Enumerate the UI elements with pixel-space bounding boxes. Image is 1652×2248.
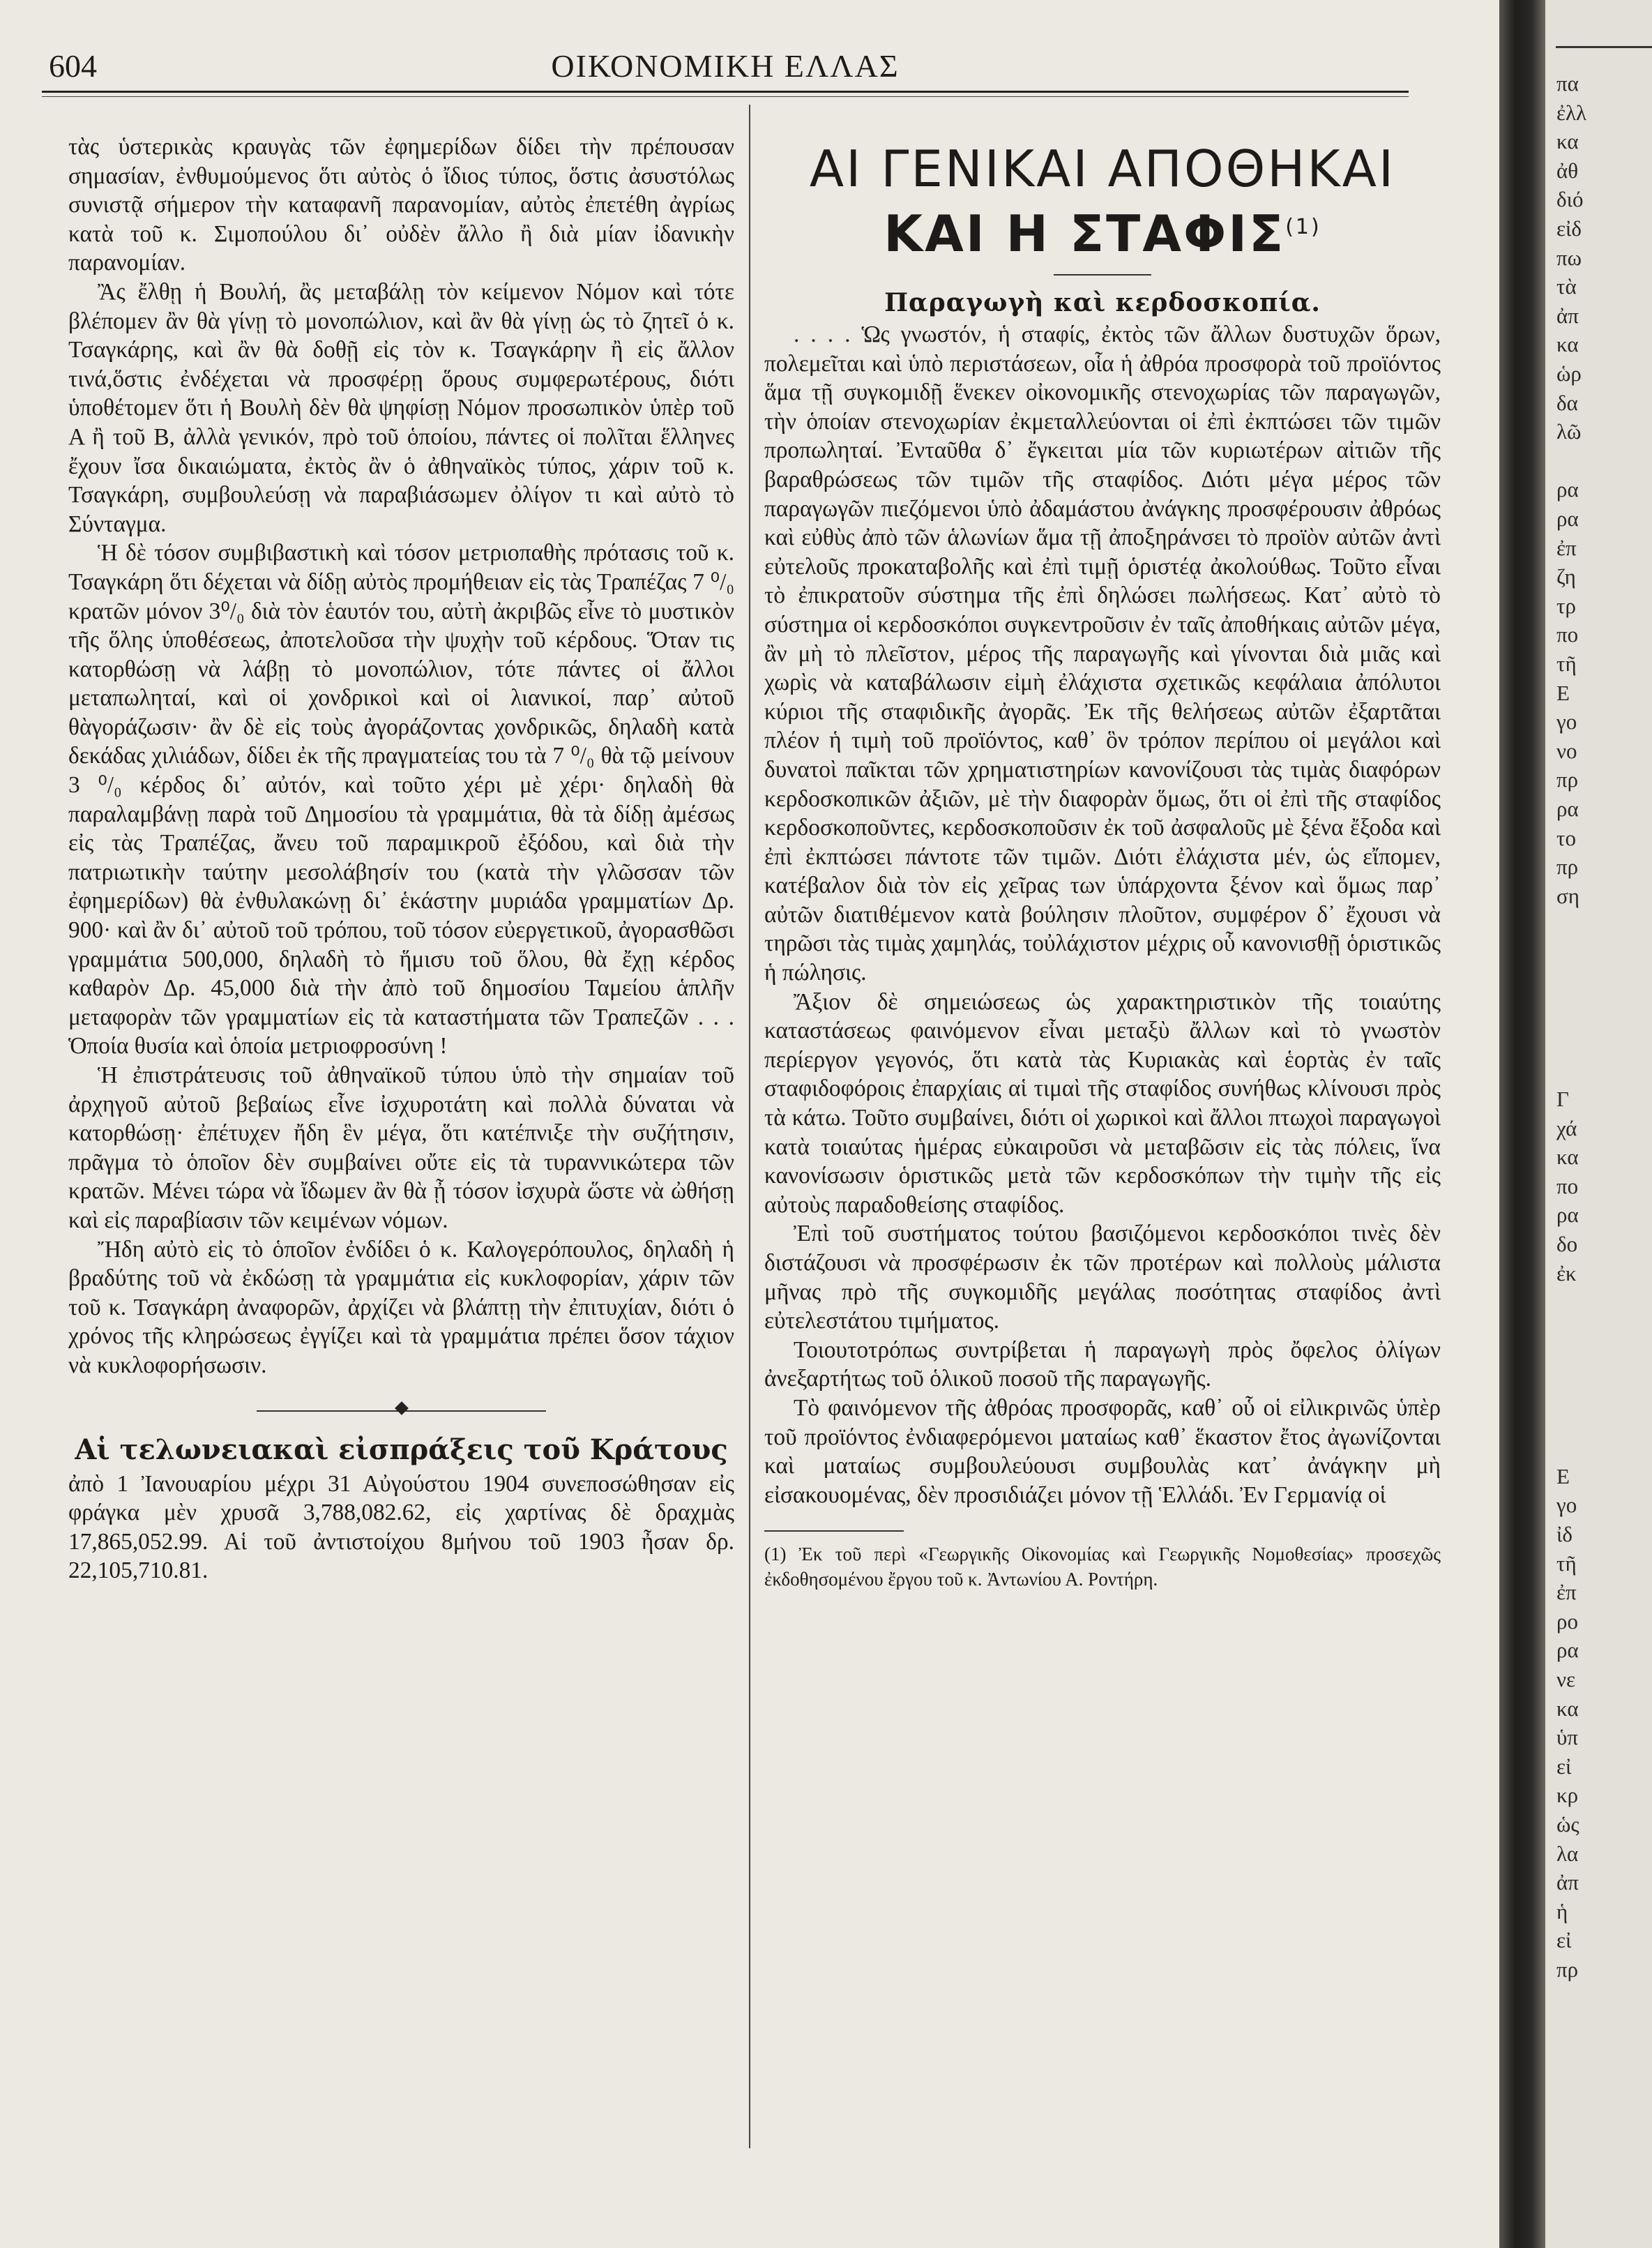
left-paragraph: τὰς ὑστερικὰς κραυγὰς τῶν ἐφημερίδων δίδει τὴν πρέπουσαν σημασίαν, ἐνθυμούμενος ὅτι αὐτὸς ὁ ἴδιος τύπος, ὅστις ἀσυστόλως συνιστᾷ σήμερον τὴν καταφανῆ παρανομίαν, αὐτὸς ἐπετέθη ἀγρίως κατὰ τοῦ κ. Σιμοπούλου δι᾿ οὐδὲν ἄλλο ἢ διὰ μίαν ἰδανικὴν παρανομίαν. <box>68 134 734 276</box>
adjacent-page-fragment: ρα <box>1556 477 1579 502</box>
adjacent-page-fragment: κρ <box>1556 1783 1579 1808</box>
footnote: (1) Ἐκ τοῦ περὶ «Γεωργικῆς Οἰκονομίας καὶ Γεωργικῆς Νομοθεσίας» προσεχῶς ἐκδοθησομένου ἔργου τοῦ κ. Ἀντωνίου Α. Ροντήρη. <box>764 1544 1441 1590</box>
header-rule-thin <box>42 96 1409 97</box>
footnote-rule <box>764 1530 904 1532</box>
adjacent-page-fragment: κα <box>1556 1145 1579 1170</box>
adjacent-page-fragment: νο <box>1556 738 1577 763</box>
adjacent-page-fragment: ἐπ <box>1556 535 1577 560</box>
right-paragraph: Τοιουτοτρόπως συντρίβεται ἡ παραγωγὴ πρὸς ὄφελος ὀλίγων ἀνεξαρτήτως τοῦ ὁλικοῦ ποσοῦ τῆς παραγωγῆς. <box>764 1336 1441 1392</box>
article-title-line1: ΑΙ ΓΕΝΙΚΑΙ ΑΠΟΘΗΚΑΙ <box>809 139 1396 198</box>
article-title-line2 <box>764 198 1441 263</box>
adjacent-page-fragment: ἐλλ <box>1556 100 1587 125</box>
adjacent-page-fragment: κα <box>1556 1696 1579 1721</box>
customs-section-heading: Αἱ τελωνειακαὶ εἰσπράξεις τοῦ Κράτους <box>75 1433 728 1466</box>
adjacent-page-fragment: ἡ <box>1556 1899 1568 1924</box>
adjacent-page-fragment: εἰ <box>1556 1928 1572 1953</box>
adjacent-page-fragment: τὰ <box>1556 274 1577 299</box>
adjacent-page-fragment: δο <box>1556 1232 1578 1256</box>
adjacent-page-edge <box>1545 0 1652 2248</box>
ornament-diamond <box>395 1401 409 1415</box>
adjacent-page-fragment: Γ <box>1556 1087 1569 1111</box>
left-paragraph: Ἤδη αὐτὸ εἰς τὸ ὁποῖον ἐνδίδει ὁ κ. Καλογερόπουλος, δηλαδὴ ἡ βραδύτης τοῦ νὰ ἐκδώσῃ τὰ γραμμάτια εἰς κυκλοφορίαν, χάριν τῶν τοῦ κ. Τσαγκάρη ἀναφορῶν, ἀρχίζει νὰ βλάπτῃ τὴν ἐπιτυχίαν, διότι ὁ χρόνος τῆς κληρώσεως ἐγγίζει καὶ τὰ γραμμάτια πρέπει ὅσον τάχιον νὰ κυκλοφορήσωσιν. <box>68 1236 734 1378</box>
running-title: ΟΙΚΟΝΟΜΙΚΗ ΕΛΛΑΣ <box>551 48 900 84</box>
adjacent-page-fragment: λα <box>1556 1841 1579 1866</box>
adjacent-page-fragment: διό <box>1556 187 1584 212</box>
adjacent-page-fragment: ρα <box>1556 1638 1579 1663</box>
adjacent-page-fragment: ἀπ <box>1556 1870 1579 1895</box>
column-divider <box>749 105 750 2148</box>
section-ornament <box>68 1397 734 1425</box>
left-paragraph: Ἡ δὲ τόσον συμβιβαστικὴ καὶ τόσον μετριοπαθὴς πρότασις τοῦ κ. Τσαγκάρη ὅτι δέχεται νὰ δίδῃ αὐτὸς προμήθειαν εἰς τὰς Τραπέζας 7 ⁰/₀ κρατῶν μόνον 3⁰/₀ διὰ τὸν ἑαυτόν του, αὐτὴ ἀκριβῶς εἶνε τὸ μυστικὸν τῆς ὅλης ὑποθέσεως, ἀποτελοῦσα τὴν ψυχὴν τοῦ κέρδους. Ὅταν τις κατορθώσῃ νὰ λάβῃ τὸ μονοπώλιον, τότε πάντες οἱ ἄλλοι μεταπωληταί, καὶ οἱ χονδρικοὶ καὶ οἱ λιανικοί, παρ᾿ αὐτοῦ θὰγοράζωσιν· ἂν δὲ εἰς τοὺς ἀγοράζοντας χονδρικῶς, δηλαδὴ κατὰ δεκάδας χιλιάδων, δίδει ἐκ τῆς πραγματείας του τὰ 7 ⁰/₀ θὰ τῷ μείνουν 3 ⁰/₀ κέρδος δι᾿ αὐτόν, καὶ τοῦτο χέρι μὲ χέρι· δηλαδὴ θὰ παραλαμβάνῃ παρὰ τοῦ Δημοσίου τὰ γραμμάτια, θὰ τὰ δίδῃ ἀμέσως εἰς τὰς Τραπέζας, ἄνευ τοῦ παραμικροῦ ἐξόδου, καὶ διὰ τὴν πατριωτικὴν ταύτην μεσολάβησίν του (κατὰ τὴν γλῶσσαν τῶν ἐφημερίδων) θὰ ἐνθυλακώνῃ δι᾿ ἑκάστην μυριάδα γραμματίων Δρ. 900· καὶ ἂν δι᾿ αὐτοῦ τοῦ τρόπου, τοῦ τόσον εὐεργετικοῦ, ἀγορασθῶσι γραμμάτια 500,000, δηλαδὴ τὸ ἥμισυ τοῦ ὅλου, θὰ ἔχῃ κέρδος καθαρὸν Δρ. 45,000 διὰ τὴν ἀπὸ τοῦ δημοσίου Ταμείου ἁπλῆν μεταφορὰν τῶν γραμματίων εἰς τὰ καταστήματα τῶν Τραπεζῶν . . . Ὁποία θυσία καὶ ὁποία μετριοφροσύνη ! <box>68 540 734 1059</box>
adjacent-page-fragment: ρα <box>1556 797 1579 821</box>
adjacent-page-fragment: ρα <box>1556 1202 1579 1228</box>
adjacent-page-fragment: Ε <box>1556 680 1570 705</box>
page-number: 604 <box>49 48 97 84</box>
adjacent-page-fragment: ζη <box>1556 564 1576 589</box>
adjacent-page-fragment: ρα <box>1556 506 1579 531</box>
right-paragraph: . . . . Ὡς γνωστόν, ἡ σταφίς, ἐκτὸς τῶν ἄλλων δυστυχῶν ὅρων, πολεμεῖται καὶ ὑπὸ περιστάσεων, οἷα ἡ ἀθρόα προσφορὰ τοῦ προϊόντος ἅμα τῇ συγκομιδῇ ἕνεκεν οἰκονομικῆς στενοχωρίας τῶν παραγωγῶν, τὴν ὁποίαν στενοχωρίαν ἐκμεταλλεύονται οἱ ἐπὶ ἐκπτώσει τῶν τιμῶν προπωληταί. Ἐνταῦθα δ᾿ ἔγκειται μία τῶν κυριωτέρων αἰτιῶν τῆς βαραθρώσεως τῶν τιμῶν τῆς σταφίδος. Διότι μέγα μέρος τῶν παραγωγῶν πιεζόμενοι ὑπὸ ἀδαμάστου ἀνάγκης προσφέρουσιν ἀθρόως καὶ εὐθὺς ἀπὸ τῶν ἁλωνίων ἅμα τῇ ἀποξηράνσει τὸ προϊὸν αὐτῶν ἀντὶ εὐτελοῦς προκαταβολῆς καὶ ἐπὶ τιμῇ ὁριστέᾳ ἀκολούθως. Τοῦτο εἶναι τὸ ἐπικρατοῦν σύστημα τῆς ἐπὶ δηλώσει πωλήσεως. Κατ᾿ αὐτὸ τὸ σύστημα οἱ κερδοσκόποι συγκεντροῦσιν ἐν ταῖς ἀποθήκαις αὐτῶν μέγα, ἂν μὴ τὸ πλεῖστον, μέρος τῆς παραγωγῆς καὶ γίνονται διὰ μιᾶς καὶ χωρὶς νὰ καταβάλωσιν εἰμὴ ἐλάχιστα σχετικῶς κεφάλαια ἀπόλυτοι κύριοι τῆς σταφιδικῆς ἀγορᾶς. Ἐκ τῆς θελήσεως αὐτῶν ἐξαρτᾶται πλέον ἡ τιμὴ τοῦ προϊόντος, καθ᾿ ὃν τρόπον περίπου οἱ μεγάλοι καὶ δυνατοὶ παῖκται τῶν χρηματιστηρίων κανονίζουσι τὰς τιμὰς διαφόρων κερδοσκοπικῶν ἀξιῶν, μὲ τὴν διαφορὰν ὅμως, ὅτι οἱ ἐπὶ τῆς σταφίδος κερδοσκοποῦντες, κερδοσκοποῦσιν ἐκ τοῦ ἀσφαλοῦς μὲ ξένα ἔξοδα καὶ ἐπὶ ἐκπτώσει πάντοτε τῶν τιμῶν. Διότι ἐλάχιστα μέν, ὡς εἴπομεν, κατέβαλον διὰ τὸν εἰς χεῖρας των ὑπάρχοντα ξένον καὶ ὅμως παρ᾿ αὐτῶν διατιθέμενον κατὰ βούλησιν πλοῦτον, συμφέρον δ᾿ ἔχουσι νὰ τηρῶσι τὰς τιμὰς χαμηλάς, τοὐλάχιστον μέχρις οὗ κανονισθῇ ὁριστικῶς ἡ πώλησις. <box>764 322 1441 986</box>
adjacent-page-fragment: πρ <box>1556 767 1579 792</box>
adjacent-page-fragment: εἰ <box>1556 1753 1572 1779</box>
left-column <box>68 133 734 1585</box>
adjacent-page-fragment: δα <box>1556 390 1578 415</box>
left-paragraph: Ἂς ἔλθῃ ἡ Βουλή, ἂς μεταβάλῃ τὸν κείμενον Νόμον καὶ τότε βλέπομεν ἂν θὰ γίνῃ τὸ μονοπώλιον, καὶ ἂν θὰ γίνῃ ὡς τὸ ζητεῖ ὁ κ. Τσαγκάρης, καὶ ἂν θὰ δοθῇ εἰς τὸν κ. Τσαγκάρην ἢ εἰς ἄλλον τινά,ὅστις ἐνδέχεται νὰ προσφέρῃ ὅρους συμφερωτέρους, διότι ὑποθέτομεν ὅτι ἡ Βουλὴ δὲν θὰ ψηφίσῃ Νόμον προσωπικὸν ὑπὲρ τοῦ Α ἢ τοῦ Β, ἀλλὰ γενικόν, πρὸ τοῦ ὁποίου, πάντες οἱ πολῖται ἕλληνες ἔχουν ἴσα δικαιώματα, ἐκτὸς ἂν ὁ ἀθηναϊκὸς τύπος, χάριν τοῦ κ. Τσαγκάρη, συμβουλεύσῃ νὰ παραβιάσωμεν ὀλίγον τι καὶ αὐτὸ τὸ Σύνταγμα. <box>68 278 734 537</box>
adjacent-page-fragment: ὑπ <box>1556 1725 1578 1750</box>
adjacent-page-fragment: ἐπ <box>1556 1580 1577 1605</box>
adjacent-page-fragment: πρ <box>1556 1957 1579 1982</box>
adjacent-page-fragment: γο <box>1556 709 1577 734</box>
left-paragraph: Ἡ ἐπιστράτευσις τοῦ ἀθηναϊκοῦ τύπου ὑπὸ τὴν σημαίαν τοῦ ἀρχηγοῦ αὐτοῦ βεβαίως εἶνε ἰσχυροτάτη καὶ πολλὰ δύναται νὰ κατορθώσῃ· ἐπέτυχεν ἤδη ἓν μέγα, ὅτι κατέπνιξε τὴν συζήτησιν, πρᾶγμα τὸ ὁποῖον δὲν συμβαίνει οὔτε εἰς τὰ τυραννικώτερα τῶν κρατῶν. Μένει τώρα νὰ ἴδωμεν ἂν θὰ ᾖ τόσον ἰσχυρὰ ὥστε νὰ ὠθήσῃ καὶ εἰς παραβίασιν τῶν κειμένων νόμων. <box>68 1062 734 1233</box>
page-header <box>42 47 1409 89</box>
article-title-text: ΚΑΙ Η ΣΤΑΦΙΣ <box>884 204 1286 263</box>
title-footnote-mark: (1) <box>1285 215 1321 239</box>
adjacent-page-fragment: ἀθ <box>1556 158 1579 183</box>
adjacent-page-fragment: ση <box>1556 883 1579 908</box>
customs-section-text: ἀπὸ 1 Ἰανουαρίου μέχρι 31 Αὐγούστου 1904 συνεποσώθησαν εἰς φράγκα μὲν χρυσᾶ 3,788,082.62, εἰς χαρτίνας δὲ δραχμὰς 17,865,052.99. Αἱ τοῦ ἀντιστοίχου 8μήνου τοῦ 1903 ἦσαν δρ. 22,105,710.81. <box>68 1470 734 1584</box>
adjacent-page-fragment: γο <box>1556 1493 1577 1518</box>
adjacent-page-fragment: ἀπ <box>1556 303 1579 328</box>
adjacent-page-fragment: πο <box>1556 1173 1579 1198</box>
adjacent-page-fragment: ρο <box>1556 1608 1578 1634</box>
adjacent-page-fragment: κα <box>1556 129 1579 154</box>
adjacent-page-fragment: ὡς <box>1556 1812 1579 1836</box>
adjacent-page-fragment: πρ <box>1556 854 1579 880</box>
adjacent-page-fragment: πω <box>1556 245 1582 270</box>
adjacent-page-fragment: το <box>1556 825 1576 850</box>
adjacent-page-fragment: πο <box>1556 622 1579 647</box>
adjacent-page-fragment: πα <box>1556 71 1579 96</box>
adjacent-page-rule <box>1556 46 1652 48</box>
title-rule <box>1054 274 1151 276</box>
adjacent-page-fragment: Ε <box>1556 1463 1570 1488</box>
right-column <box>764 139 1441 1592</box>
adjacent-page-fragment: ἰδ <box>1556 1522 1573 1546</box>
adjacent-page-fragment: ἐκ <box>1556 1260 1577 1285</box>
adjacent-page-fragment: λῶ <box>1556 419 1582 444</box>
header-rule <box>42 91 1409 93</box>
right-paragraph: Ἐπὶ τοῦ συστήματος τούτου βασιζόμενοι κερδοσκόποι τινὲς δὲν διστάζουσι νὰ προσφέρωσιν ἐκ τῶν προτέρων καὶ πολλοὺς μάλιστα μῆνας πρὸ τῆς συγκομιδῆς μεγάλας ποσότητας σταφίδος ἀντὶ εὐτελεστάτου τιμήματος. <box>764 1221 1441 1334</box>
book-gutter <box>1499 0 1545 2248</box>
adjacent-page-fragment: νε <box>1556 1667 1576 1691</box>
adjacent-page-fragment: τῆ <box>1556 651 1577 676</box>
right-paragraph: Τὸ φαινόμενον τῆς ἀθρόας προσφορᾶς, καθ᾿ οὗ οἱ εἰλικρινῶς ὑπὲρ τοῦ προϊόντος ἐνδιαφερόμενοι ματαίως καθ᾿ ἕκαστον ἔτος ἀγωνίζονται καὶ ματαίως συμβουλεύουσι συμβουλὰς κατ᾿ ἀνάγκην μὴ εἰσακουομένας, δὲν προσιδιάζει μόνον τῇ Ἑλλάδι. Ἐν Γερμανίᾳ οἱ <box>764 1394 1441 1508</box>
adjacent-page-fragment: ὡρ <box>1556 361 1582 386</box>
adjacent-page-fragment: τῆ <box>1556 1551 1577 1576</box>
adjacent-page-fragment: εἰδ <box>1556 216 1582 241</box>
adjacent-page-fragment: χά <box>1556 1115 1577 1140</box>
adjacent-page-fragment: κα <box>1556 332 1579 357</box>
right-paragraph: Ἄξιον δὲ σημειώσεως ὡς χαρακτηριστικὸν τῆς τοιαύτης καταστάσεως φαινόμενον εἶναι μεταξὺ ἄλλων καὶ τὸ γνωστὸν περίεργον γεγονός, ὅτι κατὰ τὰς Κυριακὰς καὶ ἑορτὰς ἐν ταῖς σταφιδοφόροις ἐπαρχίαις αἱ τιμαὶ τῆς σταφίδος συνήθως κλίνουσι πρὸς τὰ κάτω. Τοῦτο συμβαίνει, διότι οἱ χωρικοὶ καὶ ἄλλοι πτωχοὶ παραγωγοὶ κατὰ τοιαύτας ἡμέρας εὐκαιροῦσι νὰ μεταβῶσιν εἰς τὰς πόλεις, ἵνα κανονίσωσιν ὁριστικῶς μετὰ τῶν κερδοσκόπων τὴν τιμὴν τῆς εἰς αὐτοὺς παραδοθείσης σταφίδος. <box>764 988 1441 1218</box>
adjacent-page-fragment: τρ <box>1556 593 1576 618</box>
article-subheading: Παραγωγὴ καὶ κερδοσκοπία. <box>884 288 1321 317</box>
